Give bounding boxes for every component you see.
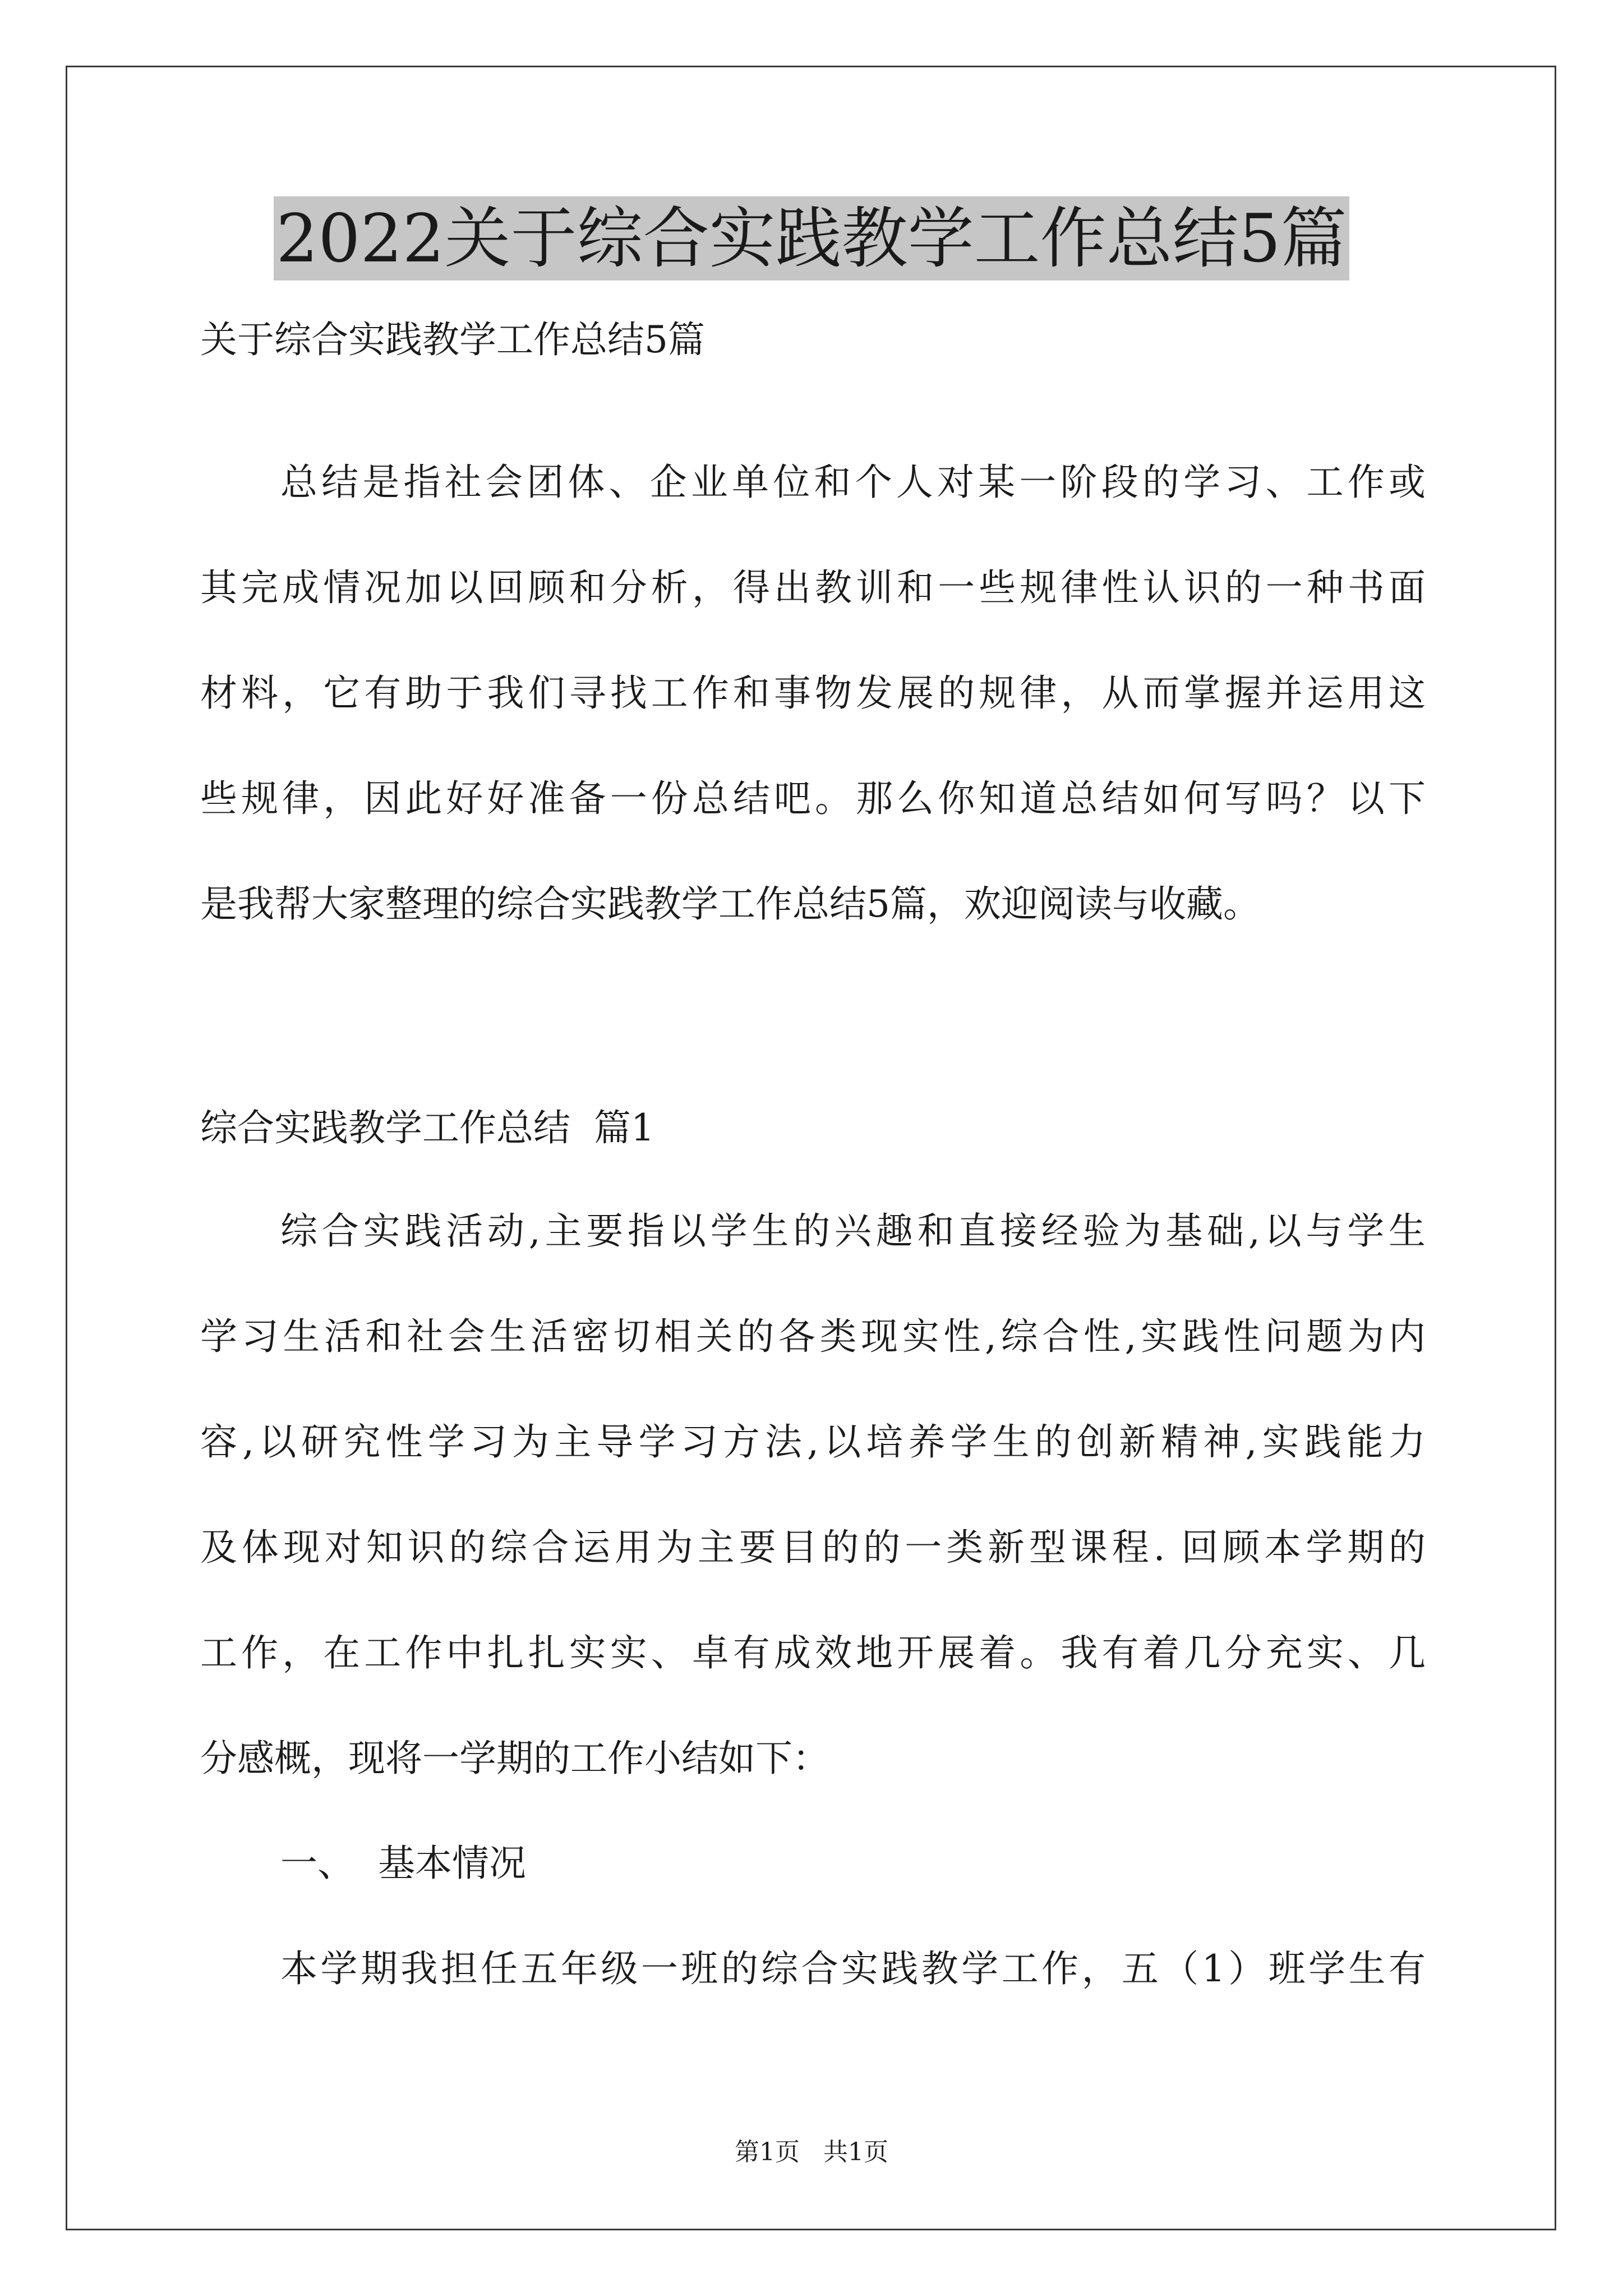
document-title: 2022关于综合实践教学工作总结5篇 [274, 196, 1349, 280]
document-subtitle: 关于综合实践教学工作总结5篇 [200, 318, 705, 361]
intro-line-1: 总结是指社会团体、企业单位和个人对某一阶段的学习、工作或 [280, 461, 1426, 504]
section-line-4: 及体现对知识的综合运用为主要目的的一类新型课程. 回顾本学期的 [200, 1526, 1426, 1569]
title-container [0, 196, 1623, 280]
section-heading: 综合实践教学工作总结 篇1 [200, 1106, 654, 1149]
section-line-3: 容,以研究性学习为主导学习方法,以培养学生的创新精神,实践能力 [200, 1420, 1426, 1464]
subheading-basic-situation: 一、 基本情况 [280, 1842, 526, 1885]
intro-line-3: 材料，它有助于我们寻找工作和事物发展的规律，从而掌握并运用这 [200, 671, 1426, 715]
section-line-5: 工作，在工作中扎扎实实、卓有成效地开展着。我有着几分充实、几 [200, 1631, 1426, 1674]
intro-line-5: 是我帮大家整理的综合实践教学工作总结5篇，欢迎阅读与收藏。 [200, 882, 1260, 926]
intro-line-2: 其完成情况加以回顾和分析，得出教训和一些规律性认识的一种书面 [200, 566, 1426, 609]
body-last-line: 本学期我担任五年级一班的综合实践教学工作，五（1）班学生有 [280, 1947, 1426, 1990]
section-line-2: 学习生活和社会生活密切相关的各类现实性,综合性,实践性问题为内 [200, 1315, 1426, 1358]
intro-line-4: 些规律，因此好好准备一份总结吧。那么你知道总结如何写吗？以下 [200, 777, 1426, 820]
page-footer: 第1页 共1页 [735, 2138, 888, 2166]
section-line-6: 分感概，现将一学期的工作小结如下： [200, 1737, 829, 1780]
section-line-1: 综合实践活动,主要指以学生的兴趣和直接经验为基础,以与学生 [280, 1209, 1426, 1253]
